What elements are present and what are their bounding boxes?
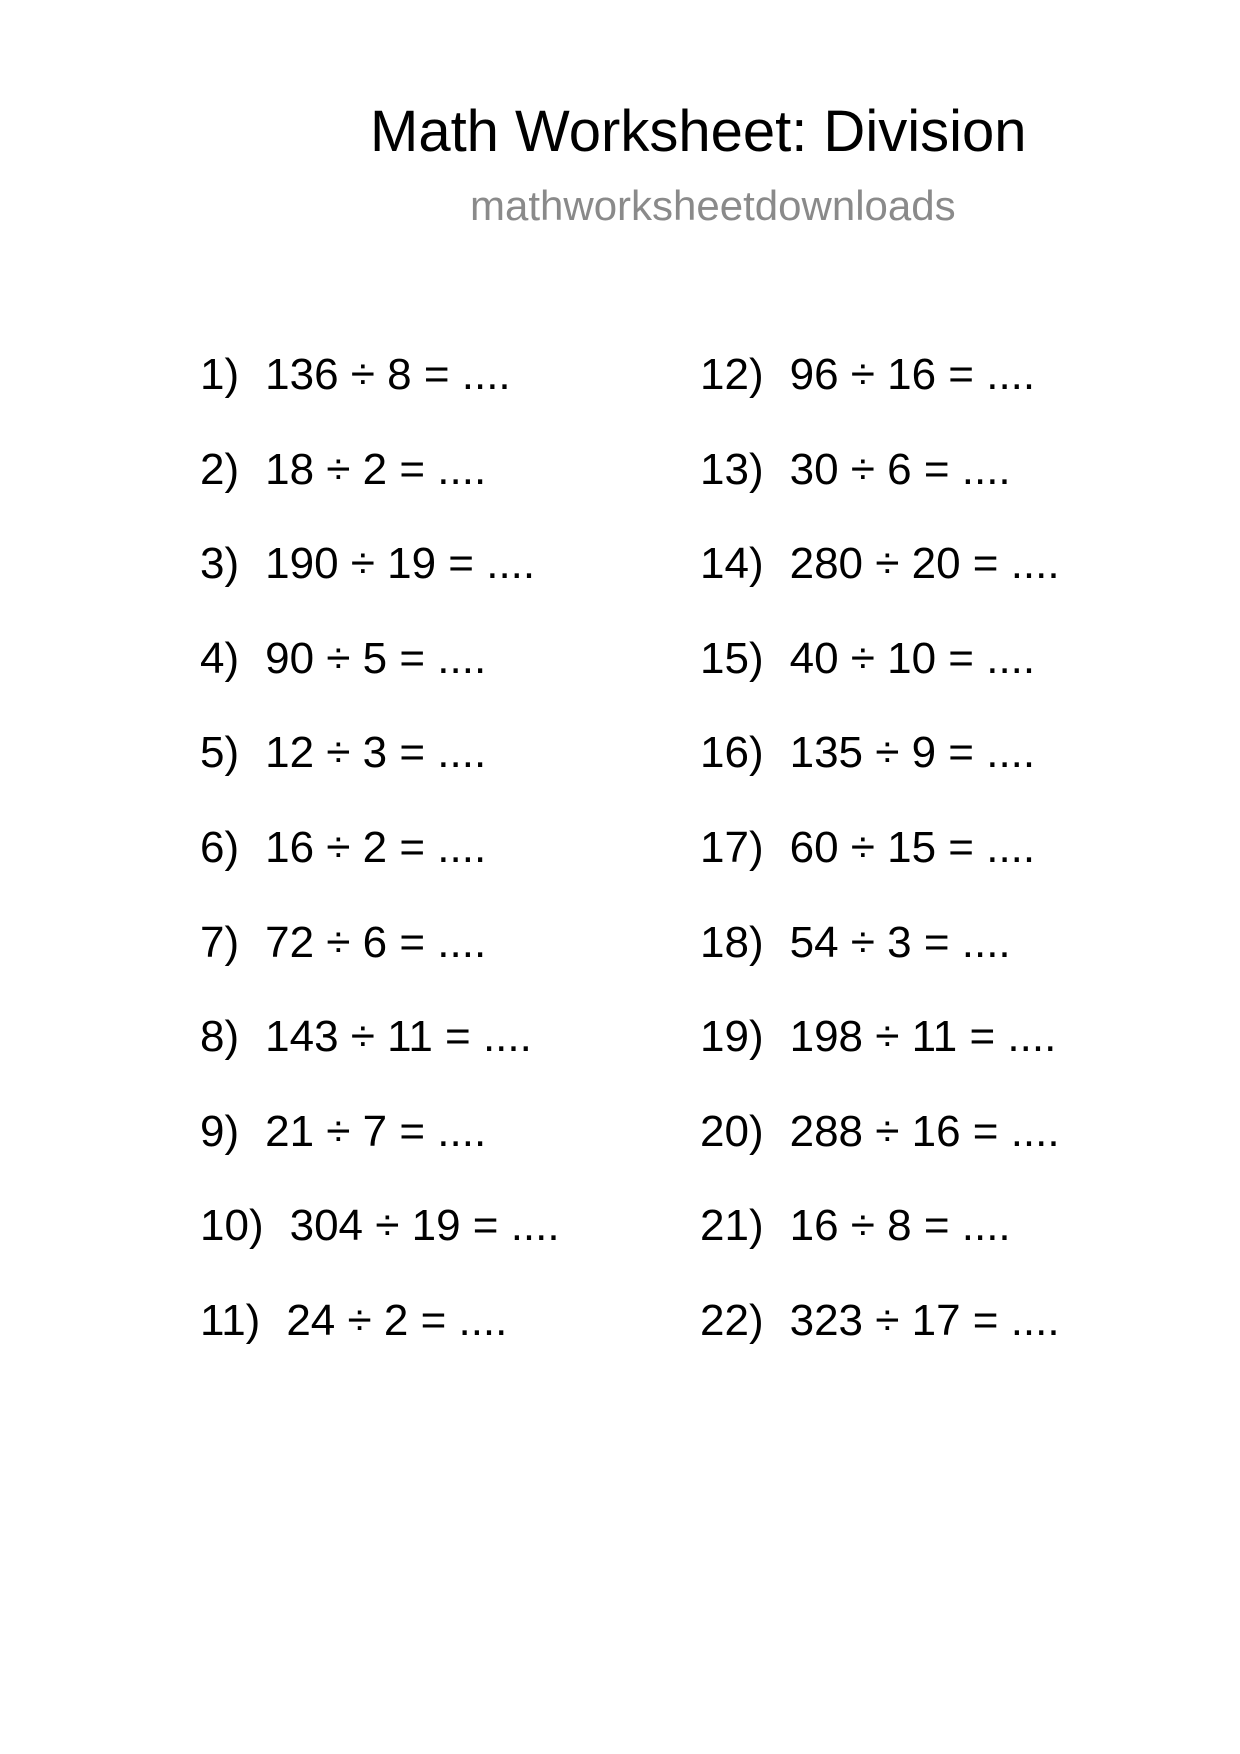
problem-expression: 12 ÷ 3 = .... <box>265 728 487 778</box>
problem-expression: 90 ÷ 5 = .... <box>265 633 487 683</box>
problem-number: 4) <box>200 633 240 683</box>
problem-expression: 16 ÷ 8 = .... <box>789 1201 1011 1251</box>
problem-number: 18) <box>700 917 764 967</box>
problem-15 <box>700 630 1220 725</box>
problem-number: 22) <box>700 1295 764 1345</box>
problem-number: 3) <box>200 539 240 589</box>
problem-expression: 190 ÷ 19 = .... <box>265 539 536 589</box>
problem-number: 6) <box>200 822 240 872</box>
problem-expression: 136 ÷ 8 = .... <box>265 350 511 399</box>
problem-number: 13) <box>700 444 764 494</box>
problem-expression: 60 ÷ 15 = .... <box>789 822 1036 872</box>
problem-expression: 72 ÷ 6 = .... <box>265 917 487 967</box>
problem-expression: 288 ÷ 16 = .... <box>789 1106 1060 1156</box>
problem-number: 9) <box>200 1106 240 1156</box>
problem-number: 16) <box>700 728 764 778</box>
problem-expression: 323 ÷ 17 = .... <box>789 1295 1060 1345</box>
problem-18 <box>700 914 1220 1009</box>
problem-expression: 18 ÷ 2 = .... <box>265 444 487 494</box>
problem-9 <box>200 1103 720 1198</box>
problem-expression: 24 ÷ 2 = .... <box>286 1295 508 1345</box>
problem-number: 7) <box>200 917 240 967</box>
problem-expression: 96 ÷ 16 = .... <box>789 350 1036 399</box>
problem-expression: 21 ÷ 7 = .... <box>265 1106 487 1156</box>
problem-number: 19) <box>700 1012 764 1062</box>
problem-number: 5) <box>200 728 240 778</box>
problem-8 <box>200 1008 720 1103</box>
problem-column-left <box>200 346 720 1387</box>
problem-22 <box>700 1292 1220 1387</box>
problem-number: 11) <box>200 1295 261 1345</box>
problem-expression: 54 ÷ 3 = .... <box>789 917 1011 967</box>
problem-number: 1) <box>200 350 240 399</box>
problem-20 <box>700 1103 1220 1198</box>
problem-number: 14) <box>700 539 764 589</box>
problem-column-right <box>700 346 1220 1387</box>
problem-number: 8) <box>200 1012 240 1062</box>
problem-expression: 143 ÷ 11 = .... <box>265 1012 532 1062</box>
problem-expression: 16 ÷ 2 = .... <box>265 822 487 872</box>
problem-expression: 304 ÷ 19 = .... <box>289 1201 560 1251</box>
problem-number: 15) <box>700 633 764 683</box>
problem-expression: 135 ÷ 9 = .... <box>789 728 1036 778</box>
problem-11 <box>200 1292 720 1387</box>
problem-expression: 280 ÷ 20 = .... <box>789 539 1060 589</box>
problem-5 <box>200 724 720 819</box>
problem-7 <box>200 914 720 1009</box>
problem-number: 2) <box>200 444 240 494</box>
problem-expression: 30 ÷ 6 = .... <box>789 444 1011 494</box>
problem-12 <box>700 346 1220 441</box>
worksheet-title: Math Worksheet: Division <box>370 99 1027 164</box>
worksheet-subtitle: mathworksheetdownloads <box>470 182 956 229</box>
problem-14 <box>700 535 1220 630</box>
problem-6 <box>200 819 720 914</box>
problem-number: 12) <box>700 350 764 399</box>
problem-number: 20) <box>700 1106 764 1156</box>
problem-21 <box>700 1197 1220 1292</box>
problem-2 <box>200 441 720 536</box>
problem-16 <box>700 724 1220 819</box>
problem-19 <box>700 1008 1220 1103</box>
problem-expression: 198 ÷ 11 = .... <box>789 1012 1057 1062</box>
problem-4 <box>200 630 720 725</box>
problem-number: 21) <box>700 1201 764 1251</box>
problem-number: 17) <box>700 822 764 872</box>
problem-number: 10) <box>200 1201 264 1251</box>
problem-expression: 40 ÷ 10 = .... <box>789 633 1036 683</box>
problem-1 <box>200 346 720 441</box>
problem-13 <box>700 441 1220 536</box>
problem-3 <box>200 535 720 630</box>
problem-10 <box>200 1197 720 1292</box>
problem-17 <box>700 819 1220 914</box>
